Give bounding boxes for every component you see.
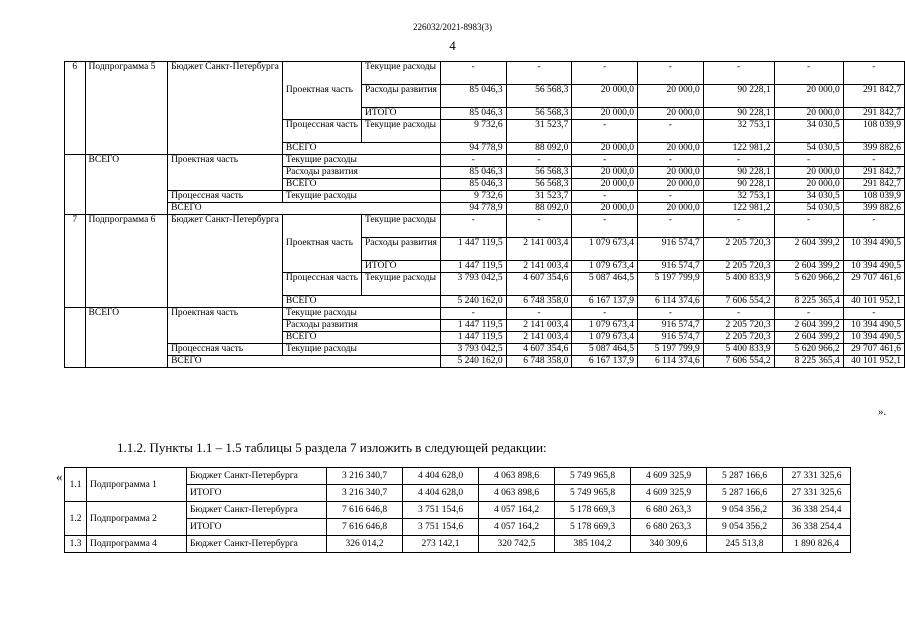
table-cell: 20 000,0 — [572, 167, 638, 179]
table-cell: 5 087 464,5 — [572, 344, 638, 356]
table-cell: 291 842,7 — [843, 85, 904, 108]
table-cell: 5 197 799,9 — [638, 273, 704, 296]
table-cell: 5 087 464,5 — [572, 273, 638, 296]
table-cell: - — [572, 155, 638, 167]
table-cell: Расходы развития — [282, 320, 440, 332]
table-cell: ВСЕГО — [85, 308, 168, 368]
table-cell: 36 338 254,4 — [783, 502, 851, 519]
table-cell: 8 225 365,4 — [774, 296, 843, 308]
table-cell: 90 228,1 — [703, 85, 774, 108]
table-cell: ВСЕГО — [282, 179, 440, 191]
table-cell: 5 400 833,9 — [703, 273, 774, 296]
table-cell: ВСЕГО — [282, 296, 440, 308]
table-cell: 20 000,0 — [572, 85, 638, 108]
table-cell: 122 981,2 — [703, 203, 774, 215]
table-cell: Текущие расходы — [361, 215, 440, 238]
financing-table — [64, 61, 905, 368]
table-cell: - — [572, 120, 638, 143]
table-cell: Проектная часть — [282, 62, 361, 120]
table-cell: Текущие расходы — [282, 308, 440, 320]
table-cell: 20 000,0 — [572, 108, 638, 120]
table-cell: 4 063 898,6 — [479, 485, 555, 502]
table-cell: 4 609 325,9 — [631, 485, 707, 502]
table-cell: Бюджет Санкт-Петербурга — [187, 536, 327, 553]
table-cell: ИТОГО — [361, 261, 440, 273]
table-cell: 4 607 354,6 — [506, 273, 572, 296]
table-cell: 5 620 966,2 — [774, 344, 843, 356]
table-cell: ВСЕГО — [168, 356, 441, 368]
table-cell: 916 574,7 — [638, 320, 704, 332]
table-cell: Текущие расходы — [361, 120, 440, 143]
table-cell: Текущие расходы — [282, 191, 440, 203]
table-cell: 4 404 628,0 — [403, 485, 479, 502]
table-cell: 94 778,9 — [440, 143, 506, 155]
table-cell: Бюджет Санкт-Петербурга — [168, 62, 283, 155]
table-cell: - — [638, 215, 704, 238]
table-cell: ИТОГО — [361, 108, 440, 120]
table-cell: 1 890 826,4 — [783, 536, 851, 553]
opening-quote: « — [56, 469, 63, 484]
table-cell — [65, 308, 86, 368]
table-row — [65, 203, 905, 215]
table-cell: 399 882,6 — [843, 143, 904, 155]
table-cell: - — [638, 120, 704, 143]
table-row — [65, 468, 851, 485]
table-cell: - — [843, 155, 904, 167]
table-cell: - — [703, 62, 774, 85]
table-row — [65, 502, 851, 519]
table-cell: 2 205 720,3 — [703, 320, 774, 332]
table-cell: 5 287 166,6 — [707, 468, 783, 485]
table-cell: 6 114 374,6 — [638, 296, 704, 308]
table-cell: - — [440, 308, 506, 320]
table-cell: 291 842,7 — [843, 108, 904, 120]
table-cell: 2 604 399,2 — [774, 261, 843, 273]
table-cell: 6 — [65, 62, 86, 155]
table-cell: ВСЕГО — [282, 332, 440, 344]
table-cell: 2 604 399,2 — [774, 332, 843, 344]
table-cell: 1.3 — [65, 536, 87, 553]
table-cell: 4 057 164,2 — [479, 519, 555, 536]
table-row — [65, 308, 905, 320]
table-cell: Подпрограмма 1 — [87, 468, 187, 502]
table-cell: 1 079 673,4 — [572, 332, 638, 344]
amendment-paragraph: 1.1.2. Пункты 1.1 – 1.5 таблицы 5 раздела 7 изложить в следующей редакции: — [117, 440, 547, 455]
table-cell: 10 394 490,5 — [843, 332, 904, 344]
table-cell: 916 574,7 — [638, 332, 704, 344]
table-cell: 340 309,6 — [631, 536, 707, 553]
table-cell: - — [703, 155, 774, 167]
table-row — [65, 356, 905, 368]
table-cell: 5 287 166,6 — [707, 485, 783, 502]
table-cell: 29 707 461,6 — [843, 344, 904, 356]
table-cell: 27 331 325,6 — [783, 468, 851, 485]
table-row — [65, 62, 905, 85]
table-cell: 9 732,6 — [440, 191, 506, 203]
table-cell: 2 141 003,4 — [506, 261, 572, 273]
table-cell: Процессная часть — [168, 344, 283, 356]
table-cell: 6 114 374,6 — [638, 356, 704, 368]
table-cell: 20 000,0 — [572, 143, 638, 155]
table-cell: 90 228,1 — [703, 179, 774, 191]
table-cell: 2 205 720,3 — [703, 332, 774, 344]
table-cell: 1 079 673,4 — [572, 261, 638, 273]
table-cell: 385 104,2 — [555, 536, 631, 553]
table-cell: ИТОГО — [187, 485, 327, 502]
table-cell: 85 046,3 — [440, 167, 506, 179]
table-cell: 916 574,7 — [638, 261, 704, 273]
table-cell: - — [638, 191, 704, 203]
table-cell: 34 030,5 — [774, 191, 843, 203]
table-cell: 1 447 119,5 — [440, 261, 506, 273]
table-cell: Текущие расходы — [361, 273, 440, 296]
table-cell: 7 616 646,8 — [327, 502, 403, 519]
table-cell: - — [703, 215, 774, 238]
table-cell: ИТОГО — [187, 519, 327, 536]
table-cell: Текущие расходы — [361, 62, 440, 85]
table-cell: 4 607 354,6 — [506, 344, 572, 356]
table-row — [65, 155, 905, 167]
table-row — [65, 536, 851, 553]
table-cell: - — [572, 215, 638, 238]
table-cell: 9 732,6 — [440, 120, 506, 143]
table-cell: 20 000,0 — [774, 85, 843, 108]
table-cell: 6 167 137,9 — [572, 296, 638, 308]
table-cell: - — [440, 62, 506, 85]
table-cell: ВСЕГО — [282, 143, 440, 155]
table-cell: 31 523,7 — [506, 191, 572, 203]
table-cell: - — [703, 308, 774, 320]
table-cell: 85 046,3 — [440, 85, 506, 108]
table-cell: 3 216 340,7 — [327, 468, 403, 485]
table-cell: 56 568,3 — [506, 108, 572, 120]
table-cell: - — [506, 308, 572, 320]
table-cell: 10 394 490,5 — [843, 320, 904, 332]
table-cell: 7 — [65, 215, 86, 308]
table-cell: - — [572, 308, 638, 320]
table-cell: Текущие расходы — [282, 155, 440, 167]
table-cell: 122 981,2 — [703, 143, 774, 155]
table-cell: 5 240 162,0 — [440, 296, 506, 308]
table-cell: 399 882,6 — [843, 203, 904, 215]
table-cell: 2 205 720,3 — [703, 261, 774, 273]
table-cell: - — [506, 62, 572, 85]
table-cell: 2 141 003,4 — [506, 320, 572, 332]
table-cell: 7 606 554,2 — [703, 296, 774, 308]
document-code: 226032/2021-8983(3) — [413, 22, 492, 32]
table-cell: 9 054 356,2 — [707, 519, 783, 536]
table-cell: 8 225 365,4 — [774, 356, 843, 368]
table-cell — [65, 155, 86, 215]
table-cell: 326 014,2 — [327, 536, 403, 553]
table-cell: 54 030,5 — [774, 203, 843, 215]
table-cell: Проектная часть — [168, 308, 283, 344]
table-cell: 1 447 119,5 — [440, 238, 506, 261]
table-cell: 3 793 042,5 — [440, 273, 506, 296]
table-cell: 2 141 003,4 — [506, 238, 572, 261]
table-cell: - — [843, 215, 904, 238]
table-cell: 5 197 799,9 — [638, 344, 704, 356]
table-cell: 1.1 — [65, 468, 87, 502]
table-cell: Подпрограмма 4 — [87, 536, 187, 553]
table-cell: 3 216 340,7 — [327, 485, 403, 502]
table-cell: - — [843, 62, 904, 85]
table-cell: 5 620 966,2 — [774, 273, 843, 296]
table-cell: Подпрограмма 6 — [85, 215, 168, 308]
table-cell: 320 742,5 — [479, 536, 555, 553]
table-cell: - — [638, 155, 704, 167]
table-cell: 916 574,7 — [638, 238, 704, 261]
table-cell: Расходы развития — [282, 167, 440, 179]
table-cell: Бюджет Санкт-Петербурга — [187, 502, 327, 519]
table-cell: 56 568,3 — [506, 167, 572, 179]
table-cell: 90 228,1 — [703, 108, 774, 120]
table-cell: 94 778,9 — [440, 203, 506, 215]
table-cell: 245 513,8 — [707, 536, 783, 553]
table-cell: - — [440, 155, 506, 167]
table-cell: Расходы развития — [361, 85, 440, 108]
table-cell: Процессная часть — [282, 120, 361, 143]
table-cell: 10 394 490,5 — [843, 261, 904, 273]
table-cell: - — [506, 155, 572, 167]
table-cell: - — [572, 62, 638, 85]
table-cell: 1 079 673,4 — [572, 238, 638, 261]
table-cell: - — [843, 308, 904, 320]
table-cell: 5 749 965,8 — [555, 468, 631, 485]
table-cell: 108 039,9 — [843, 191, 904, 203]
table-cell: 32 753,1 — [703, 120, 774, 143]
table-cell: 88 092,0 — [506, 143, 572, 155]
table-cell: 20 000,0 — [638, 203, 704, 215]
table-row — [65, 191, 905, 203]
table-cell: Процессная часть — [168, 191, 283, 203]
table-cell: 20 000,0 — [638, 179, 704, 191]
table-cell: - — [506, 215, 572, 238]
table-cell: 36 338 254,4 — [783, 519, 851, 536]
table-cell: 273 142,1 — [403, 536, 479, 553]
table-cell: Проектная часть — [282, 215, 361, 273]
table-cell: 6 748 358,0 — [506, 356, 572, 368]
table-cell: 20 000,0 — [638, 85, 704, 108]
table-cell: 56 568,3 — [506, 85, 572, 108]
table-cell: 20 000,0 — [774, 167, 843, 179]
table-cell: 7 616 646,8 — [327, 519, 403, 536]
table-cell: 27 331 325,6 — [783, 485, 851, 502]
table-cell: - — [774, 215, 843, 238]
table-cell: - — [774, 155, 843, 167]
table-cell: 5 400 833,9 — [703, 344, 774, 356]
table-cell: - — [774, 308, 843, 320]
table-row — [65, 215, 905, 238]
table-cell: 20 000,0 — [638, 108, 704, 120]
table-cell: 31 523,7 — [506, 120, 572, 143]
table-cell: Расходы развития — [361, 238, 440, 261]
table-cell: 4 057 164,2 — [479, 502, 555, 519]
table-cell: 5 749 965,8 — [555, 485, 631, 502]
table-cell: 291 842,7 — [843, 179, 904, 191]
table-cell: ВСЕГО — [85, 155, 168, 215]
table-cell: Текущие расходы — [282, 344, 440, 356]
table-cell: 20 000,0 — [774, 179, 843, 191]
table-cell: 291 842,7 — [843, 167, 904, 179]
table-cell: Проектная часть — [168, 155, 283, 191]
table-cell: 3 751 154,6 — [403, 502, 479, 519]
table-cell: 5 240 162,0 — [440, 356, 506, 368]
table-cell: Бюджет Санкт-Петербурга — [187, 468, 327, 485]
table-cell: 7 606 554,2 — [703, 356, 774, 368]
table-cell: 5 178 669,3 — [555, 502, 631, 519]
table-cell: ВСЕГО — [168, 203, 441, 215]
table-cell: 2 604 399,2 — [774, 320, 843, 332]
table-cell: 2 604 399,2 — [774, 238, 843, 261]
table-cell: 56 568,3 — [506, 179, 572, 191]
table-cell: 20 000,0 — [774, 108, 843, 120]
table-cell: - — [638, 62, 704, 85]
table-cell: 6 748 358,0 — [506, 296, 572, 308]
table-cell: 6 680 263,3 — [631, 519, 707, 536]
table-cell: - — [774, 62, 843, 85]
closing-quote: ». — [878, 406, 887, 418]
table-cell: - — [638, 308, 704, 320]
table-cell: Подпрограмма 2 — [87, 502, 187, 536]
table-cell: 34 030,5 — [774, 120, 843, 143]
table-cell: 2 141 003,4 — [506, 332, 572, 344]
table-cell: 108 039,9 — [843, 120, 904, 143]
table-cell: 32 753,1 — [703, 191, 774, 203]
table-cell: 6 167 137,9 — [572, 356, 638, 368]
table-cell: 40 101 952,1 — [843, 356, 904, 368]
table-cell: 88 092,0 — [506, 203, 572, 215]
table-cell: 4 404 628,0 — [403, 468, 479, 485]
table-cell: 1 079 673,4 — [572, 320, 638, 332]
table-cell: 2 205 720,3 — [703, 238, 774, 261]
table-cell: Подпрограмма 5 — [85, 62, 168, 155]
table-cell: 1.2 — [65, 502, 87, 536]
table-cell: 1 447 119,5 — [440, 332, 506, 344]
subprogram-table — [64, 467, 851, 553]
table-cell: 3 751 154,6 — [403, 519, 479, 536]
table-cell: - — [572, 191, 638, 203]
table-cell: 6 680 263,3 — [631, 502, 707, 519]
table-cell: 29 707 461,6 — [843, 273, 904, 296]
table-cell: 3 793 042,5 — [440, 344, 506, 356]
table-cell: - — [440, 215, 506, 238]
table-cell: 5 178 669,3 — [555, 519, 631, 536]
table-cell: 4 063 898,6 — [479, 468, 555, 485]
table-cell: 85 046,3 — [440, 179, 506, 191]
table-cell: 54 030,5 — [774, 143, 843, 155]
table-cell: Процессная часть — [282, 273, 361, 296]
table-cell: 90 228,1 — [703, 167, 774, 179]
table-row — [65, 344, 905, 356]
table-cell: 20 000,0 — [638, 167, 704, 179]
table-cell: 20 000,0 — [572, 179, 638, 191]
table-cell: 20 000,0 — [638, 143, 704, 155]
table-cell: 9 054 356,2 — [707, 502, 783, 519]
table-cell: 85 046,3 — [440, 108, 506, 120]
table-cell: 10 394 490,5 — [843, 238, 904, 261]
table-cell: 4 609 325,9 — [631, 468, 707, 485]
page-number: 4 — [449, 38, 456, 53]
table-cell: 20 000,0 — [572, 203, 638, 215]
table-cell: 40 101 952,1 — [843, 296, 904, 308]
table-cell: 1 447 119,5 — [440, 320, 506, 332]
table-cell: Бюджет Санкт-Петербурга — [168, 215, 283, 308]
